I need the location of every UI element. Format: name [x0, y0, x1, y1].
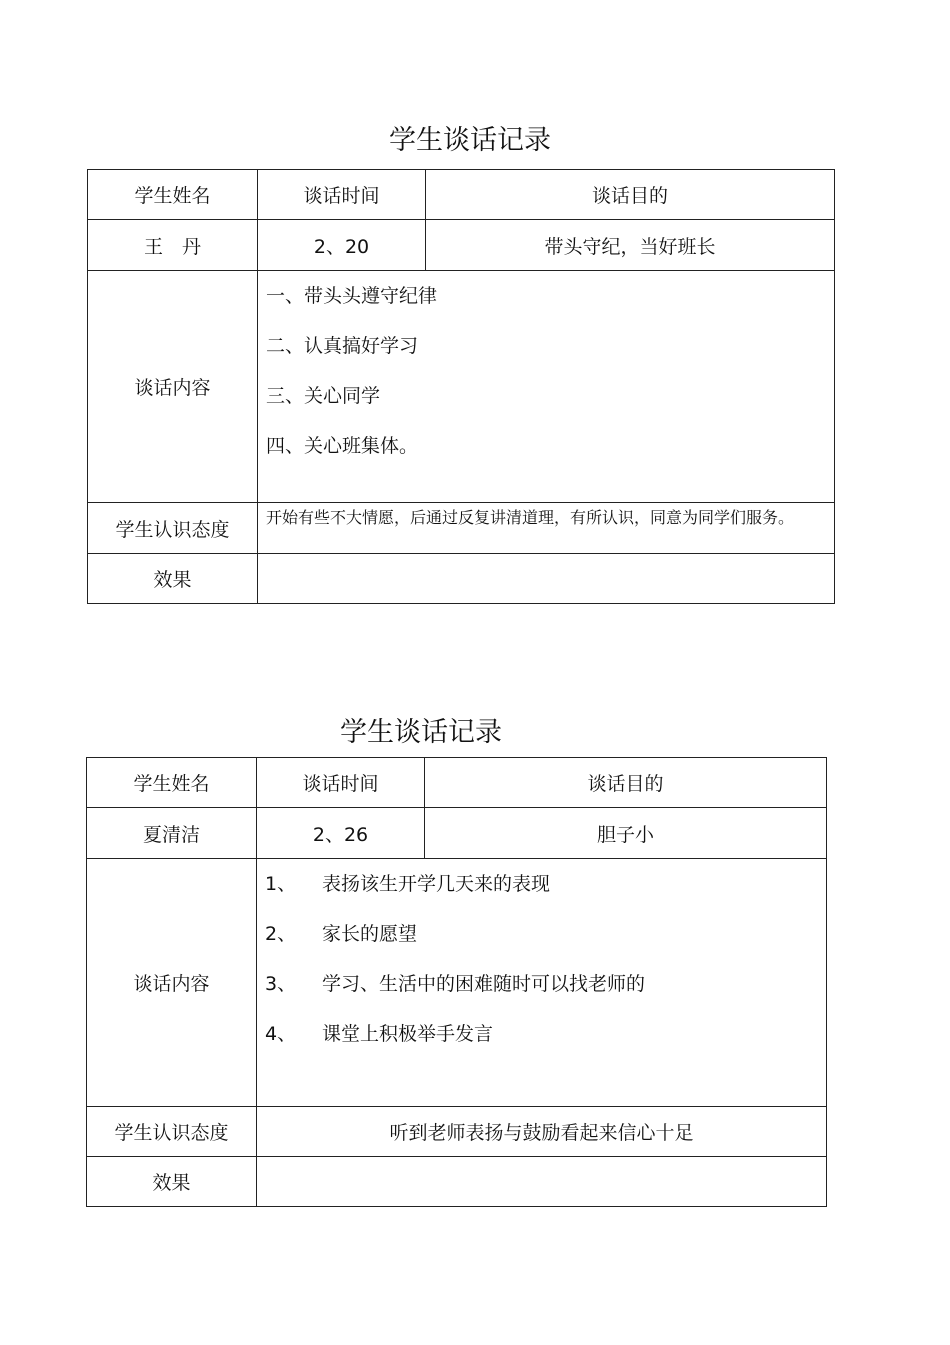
content-label: 谈话内容	[87, 859, 257, 1107]
student-name-value: 夏清洁	[87, 808, 257, 859]
header-student-name: 学生姓名	[88, 170, 258, 220]
effect-label: 效果	[88, 554, 258, 604]
content-cell	[257, 859, 827, 1107]
content-item	[265, 959, 826, 1009]
item-number: 2、	[265, 923, 297, 945]
item-text: 表扬该生开学几天来的表现	[322, 873, 551, 895]
effect-row	[88, 554, 835, 604]
student-name-value: 王 丹	[88, 220, 258, 271]
content-item	[265, 909, 826, 959]
item-number: 3、	[265, 973, 297, 995]
content-item	[265, 1009, 826, 1059]
record-title: 学生谈话记录	[340, 717, 502, 748]
talk-record-table	[86, 757, 827, 1207]
item-text: 学习、生活中的困难随时可以找老师的	[322, 973, 646, 995]
content-item: 三、关心同学	[266, 385, 381, 407]
attitude-label: 学生认识态度	[88, 503, 258, 554]
content-item	[265, 859, 826, 909]
header-row	[87, 758, 827, 808]
content-item: 二、认真搞好学习	[266, 335, 419, 357]
header-talk-purpose: 谈话目的	[426, 170, 835, 220]
header-talk-purpose: 谈话目的	[425, 758, 827, 808]
attitude-label: 学生认识态度	[87, 1107, 257, 1157]
item-number: 1、	[265, 873, 297, 895]
content-label: 谈话内容	[88, 271, 258, 503]
attitude-value: 开始有些不大情愿，后通过反复讲清道理，有所认识，同意为同学们服务。	[258, 503, 835, 554]
item-text: 课堂上积极举手发言	[322, 1023, 494, 1045]
info-row	[87, 808, 827, 859]
record-title: 学生谈话记录	[389, 125, 551, 156]
content-item: 一、带头头遵守纪律	[266, 285, 438, 307]
talk-purpose-value: 胆子小	[425, 808, 827, 859]
header-student-name: 学生姓名	[87, 758, 257, 808]
talk-record-table	[87, 169, 835, 604]
header-talk-time: 谈话时间	[257, 758, 425, 808]
item-number: 4、	[265, 1023, 297, 1045]
talk-purpose-value: 带头守纪，当好班长	[426, 220, 835, 271]
content-item: 四、关心班集体。	[266, 435, 419, 457]
content-row	[88, 271, 835, 503]
attitude-value: 听到老师表扬与鼓励看起来信心十足	[257, 1107, 827, 1157]
talk-time-value: 2、26	[257, 808, 425, 859]
content-cell	[258, 271, 835, 503]
header-row	[88, 170, 835, 220]
effect-value	[257, 1157, 827, 1207]
attitude-row	[88, 503, 835, 554]
effect-row	[87, 1157, 827, 1207]
effect-value	[258, 554, 835, 604]
info-row	[88, 220, 835, 271]
item-text: 家长的愿望	[322, 923, 418, 945]
attitude-row	[87, 1107, 827, 1157]
content-row	[87, 859, 827, 1107]
effect-label: 效果	[87, 1157, 257, 1207]
header-talk-time: 谈话时间	[258, 170, 426, 220]
talk-time-value: 2、20	[258, 220, 426, 271]
